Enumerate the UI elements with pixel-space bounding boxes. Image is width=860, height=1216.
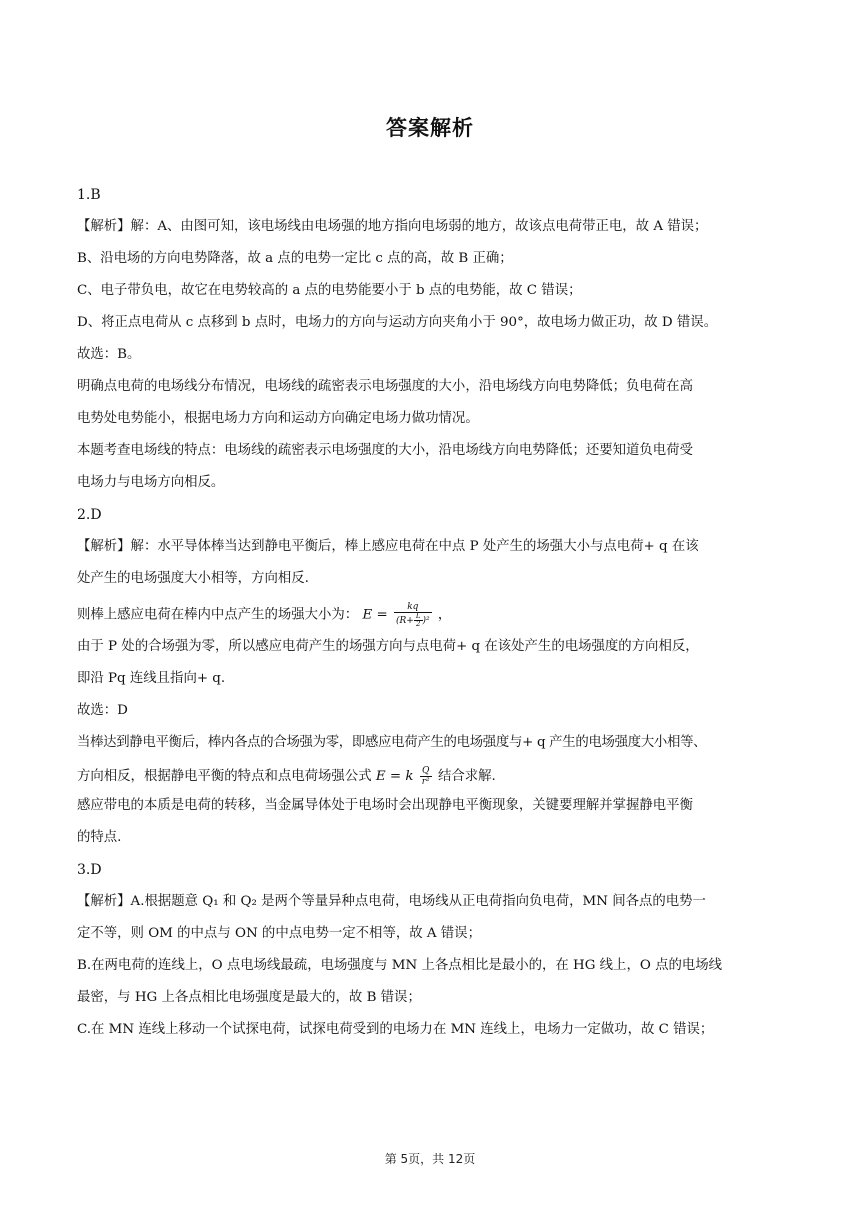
q2-line-9: 感应带电的本质是电荷的转移，当金属导体处于电场时会出现静电平衡现象，关键要理解并掌握静电平衡 xyxy=(77,798,693,813)
formula-1-inner-den: 2 xyxy=(415,620,421,628)
q3-line-1: 【解析】A.根据题意 Q₁ 和 Q₂ 是两个等量异种点电荷，电场线从正电荷指向负电荷，MN 间各点的电势一 xyxy=(77,894,706,909)
formula-1-denominator xyxy=(394,613,432,628)
q2-line-4: 由于 P 处的合场强为零，所以感应电荷产生的场强方向与点电荷+ q 在该处产生的电场强度的方向相反， xyxy=(77,639,699,654)
q2-answer: 2.D xyxy=(77,507,102,523)
formula-1-den-tail: )² xyxy=(422,616,430,626)
q2-line-7: 当棒达到静电平衡后，棒内各点的合场强为零，即感应电荷产生的电场强度与+ q 产生的电场强度大小相等、 xyxy=(77,735,707,750)
q1-line-9: 电场力与电场方向相反。 xyxy=(77,475,225,490)
page-title: 答案解析 xyxy=(386,116,474,140)
q2-line-1: 【解析】解：水平导体棒当达到静电平衡后，棒上感应电荷在中点 P 处产生的场强大小与点电荷+ q 在该 xyxy=(77,539,699,554)
q1-line-8: 本题考查电场线的特点：电场线的疏密表示电场强度的大小，沿电场线方向电势降低；还要知道负电荷受 xyxy=(77,443,693,458)
formula-1-fraction xyxy=(394,602,432,628)
formula-2-numerator: Q xyxy=(420,766,432,777)
formula-1-numerator: kq xyxy=(394,602,432,613)
q2-line-8-suffix: 结合求解. xyxy=(437,769,496,784)
page-footer: 第 5页，共 12页 xyxy=(384,1152,476,1166)
formula-2-lhs: E = k xyxy=(375,769,414,784)
q1-line-1: 【解析】解：A、由图可知，该电场线由电场强的地方指向电场弱的地方，故该点电荷带正电，故 A 错误； xyxy=(77,219,708,234)
q2-line-6: 故选：D xyxy=(77,703,128,718)
q2-line-5: 即沿 Pq 连线且指向+ q. xyxy=(77,671,226,686)
q1-line-7: 电势处电势能小，根据电场力方向和运动方向确定电场力做功情况。 xyxy=(77,411,479,426)
q3-answer: 3.D xyxy=(77,862,102,878)
formula-1-suffix: ， xyxy=(437,607,452,623)
formula-1-inner-fraction xyxy=(414,613,423,628)
formula-2-fraction xyxy=(420,766,432,787)
q1-line-5: 故选：B。 xyxy=(77,347,141,362)
q1-line-2: B、沿电场的方向电势降落，故 a 点的电势一定比 c 点的高，故 B 正确； xyxy=(77,251,513,266)
q2-line-10: 的特点. xyxy=(77,830,122,845)
formula-1-inner-num: L xyxy=(415,612,421,620)
q3-line-3: B.在两电荷的连线上，O 点电场线最疏，电场强度与 MN 上各点相比是最小的，在 HG 线上，O 点的电场线 xyxy=(77,958,723,973)
q2-line-8 xyxy=(77,766,785,787)
q2-line-8-prefix: 方向相反，根据静电平衡的特点和点电荷场强公式 xyxy=(77,769,372,784)
q3-line-4: 最密，与 HG 上各点相比电场强度是最大的，故 B 错误； xyxy=(77,990,421,1005)
q2-line-3-prefix: 则棒上感应电荷在棒内中点产生的场强大小为： xyxy=(77,607,359,623)
q2-line-3 xyxy=(77,602,785,628)
formula-1-den-head: (R+ xyxy=(396,616,414,626)
q1-line-6: 明确点电荷的电场线分布情况，电场线的疏密表示电场强度的大小，沿电场线方向电势降低；负电荷在高 xyxy=(77,379,693,394)
q3-line-5: C.在 MN 连线上移动一个试探电荷，试探电荷受到的电场力在 MN 连线上，电场力一定做功，故 C 错误； xyxy=(77,1022,714,1037)
q3-line-2: 定不等，则 OM 的中点与 ON 的中点电势一定不相等，故 A 错误； xyxy=(77,926,481,941)
q1-answer: 1.B xyxy=(77,187,101,203)
q1-line-4: D、将正点电荷从 c 点移到 b 点时，电场力的方向与运动方向夹角小于 90°，故电场力做正功，故 D 错误。 xyxy=(77,315,718,330)
formula-2-denominator: r² xyxy=(421,777,430,787)
formula-1-lhs: E = xyxy=(362,607,388,623)
q1-line-3: C、电子带负电，故它在电势较高的 a 点的电势能要小于 b 点的电势能，故 C 错误； xyxy=(77,283,582,298)
answer-content xyxy=(77,186,785,1053)
q2-line-2: 处产生的电场强度大小相等，方向相反. xyxy=(77,571,309,586)
